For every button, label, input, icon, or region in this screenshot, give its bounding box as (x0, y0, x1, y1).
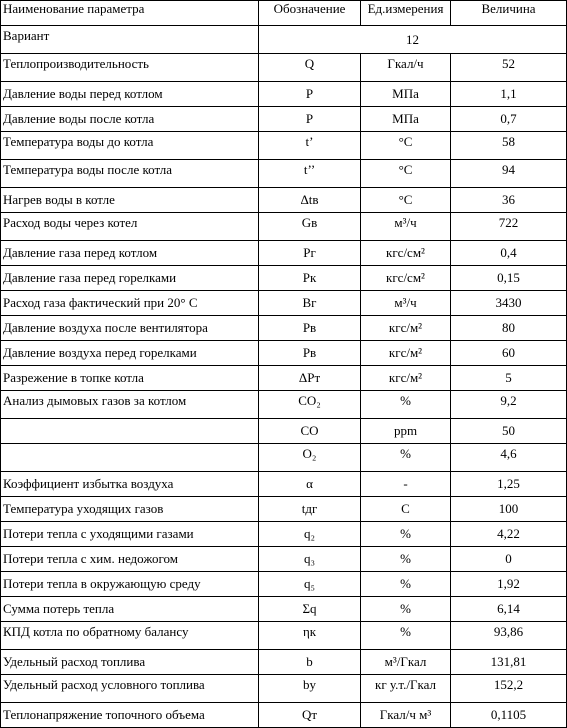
symbol-cell: Σq (259, 597, 361, 622)
symbol-cell: q₂ (259, 522, 361, 547)
parameter-name-cell: Давление газа перед горелками (1, 266, 259, 291)
value-cell: 722 (451, 213, 567, 241)
value-cell: 100 (451, 497, 567, 522)
symbol-cell: ηк (259, 622, 361, 650)
table-row (1, 160, 567, 188)
parameter-name-cell: Теплонапряжение топочного объема (1, 703, 259, 728)
symbol-cell: P (259, 82, 361, 107)
unit-cell: МПа (361, 107, 451, 132)
table-row (1, 241, 567, 266)
parameter-name-cell: Температура воды после котла (1, 160, 259, 188)
parameter-name-cell: Расход газа фактический при 20° С (1, 291, 259, 316)
table-row (1, 547, 567, 572)
table-row (1, 291, 567, 316)
table-row (1, 132, 567, 160)
value-cell: 152,2 (451, 675, 567, 703)
unit-cell: % (361, 391, 451, 419)
table-row (1, 341, 567, 366)
value-cell: 3430 (451, 291, 567, 316)
table-row (1, 522, 567, 547)
table-row (1, 366, 567, 391)
symbol-cell: q₅ (259, 572, 361, 597)
value-cell: 60 (451, 341, 567, 366)
table-row (1, 703, 567, 728)
value-cell: 4,6 (451, 444, 567, 472)
unit-cell: ppm (361, 419, 451, 444)
variant-row (1, 26, 567, 54)
table-row (1, 82, 567, 107)
parameter-name-cell: Температура воды до котла (1, 132, 259, 160)
parameter-name-cell: Давление воды перед котлом (1, 82, 259, 107)
header-parameter-name: Наименование параметра (1, 1, 259, 26)
unit-cell: кгс/м² (361, 316, 451, 341)
value-cell: 36 (451, 188, 567, 213)
value-cell: 94 (451, 160, 567, 188)
header-symbol: Обозначение (259, 1, 361, 26)
symbol-cell: Pв (259, 341, 361, 366)
value-cell: 1,1 (451, 82, 567, 107)
parameter-name-cell: Потери тепла с уходящими газами (1, 522, 259, 547)
table-row (1, 622, 567, 650)
symbol-cell: bу (259, 675, 361, 703)
unit-cell: кгс/см² (361, 241, 451, 266)
unit-cell: % (361, 572, 451, 597)
table-row (1, 472, 567, 497)
variant-label: Вариант (1, 26, 259, 54)
symbol-cell: tдг (259, 497, 361, 522)
table-row (1, 107, 567, 132)
parameter-name-cell: Давление газа перед котлом (1, 241, 259, 266)
unit-cell: кгс/см² (361, 266, 451, 291)
parameter-name-cell: Расход воды через котел (1, 213, 259, 241)
parameter-name-cell: КПД котла по обратному балансу (1, 622, 259, 650)
unit-cell: МПа (361, 82, 451, 107)
symbol-cell: Δtв (259, 188, 361, 213)
unit-cell: Гкал/ч м³ (361, 703, 451, 728)
parameter-name-cell: Давление воздуха после вентилятора (1, 316, 259, 341)
parameter-name-cell: Сумма потерь тепла (1, 597, 259, 622)
table-row (1, 54, 567, 82)
symbol-cell: Pг (259, 241, 361, 266)
symbol-cell: P (259, 107, 361, 132)
parameter-name-cell (1, 444, 259, 472)
parameter-name-cell: Разрежение в топке котла (1, 366, 259, 391)
unit-cell: % (361, 597, 451, 622)
table-row (1, 572, 567, 597)
parameter-name-cell: Давление воздуха перед горелками (1, 341, 259, 366)
symbol-cell: q₃ (259, 547, 361, 572)
value-cell: 1,25 (451, 472, 567, 497)
symbol-cell: Q (259, 54, 361, 82)
value-cell: 0,4 (451, 241, 567, 266)
table-row (1, 597, 567, 622)
symbol-cell: CO (259, 419, 361, 444)
unit-cell: °C (361, 132, 451, 160)
table-header-row (1, 1, 567, 26)
parameter-name-cell: Удельный расход топлива (1, 650, 259, 675)
header-value: Величина (451, 1, 567, 26)
symbol-cell: t’’ (259, 160, 361, 188)
parameter-name-cell: Давление воды после котла (1, 107, 259, 132)
table-row (1, 316, 567, 341)
unit-cell: °C (361, 188, 451, 213)
unit-cell: кгс/м² (361, 341, 451, 366)
symbol-cell: CO₂ (259, 391, 361, 419)
header-unit: Ед.измерения (361, 1, 451, 26)
unit-cell: м³/ч (361, 213, 451, 241)
value-cell: 93,86 (451, 622, 567, 650)
symbol-cell: α (259, 472, 361, 497)
parameter-name-cell: Теплопроизводительность (1, 54, 259, 82)
table-row (1, 213, 567, 241)
value-cell: 0,1105 (451, 703, 567, 728)
table-row (1, 266, 567, 291)
symbol-cell: b (259, 650, 361, 675)
unit-cell: кг у.т./Гкал (361, 675, 451, 703)
value-cell: 1,92 (451, 572, 567, 597)
unit-cell: °C (361, 160, 451, 188)
table-row (1, 497, 567, 522)
symbol-cell: ΔPт (259, 366, 361, 391)
value-cell: 0 (451, 547, 567, 572)
unit-cell: м³/ч (361, 291, 451, 316)
value-cell: 0,7 (451, 107, 567, 132)
unit-cell: С (361, 497, 451, 522)
unit-cell: Гкал/ч (361, 54, 451, 82)
table-row (1, 675, 567, 703)
value-cell: 52 (451, 54, 567, 82)
symbol-cell: Qт (259, 703, 361, 728)
symbol-cell: Pв (259, 316, 361, 341)
table-row (1, 188, 567, 213)
parameter-name-cell: Температура уходящих газов (1, 497, 259, 522)
unit-cell: м³/Гкал (361, 650, 451, 675)
unit-cell: % (361, 622, 451, 650)
unit-cell: - (361, 472, 451, 497)
value-cell: 6,14 (451, 597, 567, 622)
unit-cell: % (361, 444, 451, 472)
value-cell: 131,81 (451, 650, 567, 675)
unit-cell: % (361, 547, 451, 572)
value-cell: 50 (451, 419, 567, 444)
table-row (1, 650, 567, 675)
variant-value: 12 (259, 26, 567, 54)
value-cell: 58 (451, 132, 567, 160)
parameter-name-cell: Нагрев воды в котле (1, 188, 259, 213)
parameter-name-cell: Удельный расход условного топлива (1, 675, 259, 703)
value-cell: 4,22 (451, 522, 567, 547)
parameter-name-cell (1, 419, 259, 444)
value-cell: 9,2 (451, 391, 567, 419)
value-cell: 80 (451, 316, 567, 341)
value-cell: 5 (451, 366, 567, 391)
unit-cell: % (361, 522, 451, 547)
symbol-cell: O₂ (259, 444, 361, 472)
unit-cell: кгс/м² (361, 366, 451, 391)
parameter-name-cell: Потери тепла с хим. недожогом (1, 547, 259, 572)
parameter-name-cell: Потери тепла в окружающую среду (1, 572, 259, 597)
symbol-cell: t’ (259, 132, 361, 160)
symbol-cell: Pк (259, 266, 361, 291)
value-cell: 0,15 (451, 266, 567, 291)
symbol-cell: Gв (259, 213, 361, 241)
table-row (1, 444, 567, 472)
parameter-name-cell: Коэффициент избытка воздуха (1, 472, 259, 497)
symbol-cell: Bг (259, 291, 361, 316)
table-row (1, 391, 567, 419)
table-row (1, 419, 567, 444)
parameter-name-cell: Анализ дымовых газов за котлом (1, 391, 259, 419)
